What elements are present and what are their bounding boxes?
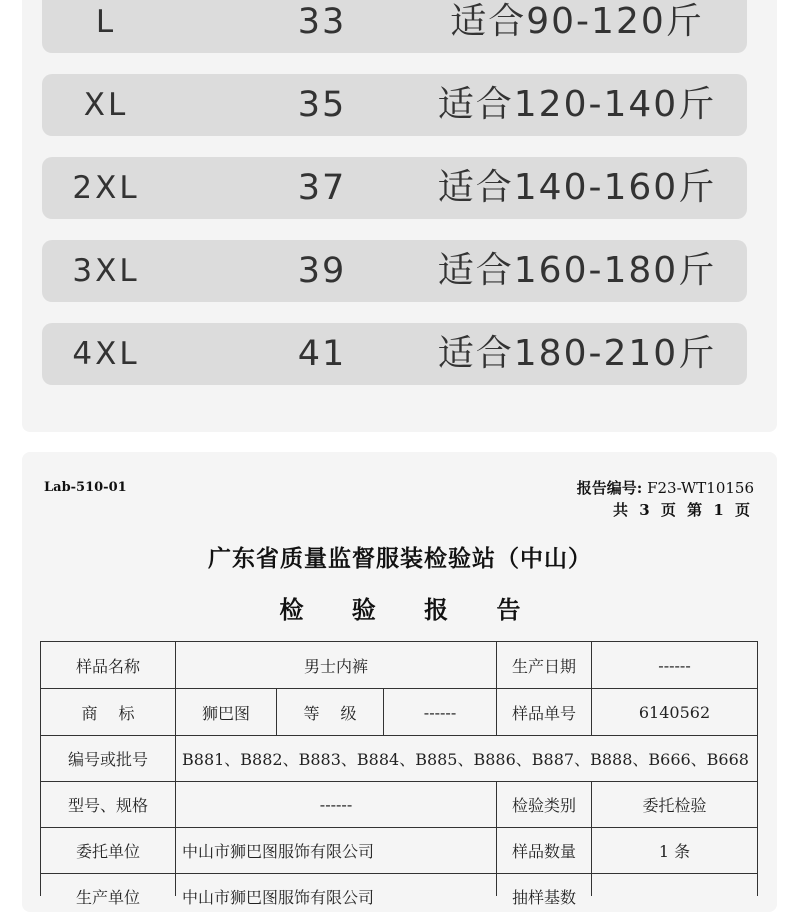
report-number-value: F23-WT10156 — [647, 479, 754, 497]
quantity-value: 1 条 — [658, 842, 691, 861]
waist-value: 37 — [297, 168, 347, 208]
station-title: 广东省质量监督服装检验站（中山） — [208, 546, 592, 572]
waist-value: 33 — [297, 2, 347, 42]
size-row — [42, 0, 747, 53]
weight-range: 适合90-120斤 — [450, 1, 704, 42]
size-row — [42, 74, 747, 136]
inspection-type-label: 检验类别 — [511, 796, 576, 815]
sample-name-value: 男士内裤 — [303, 656, 368, 676]
weight-range: 适合140-160斤 — [437, 167, 717, 208]
size-row — [42, 323, 747, 385]
batch-value: B881、B882、B883、B884、B885、B886、B887、B888、B666、B668 — [182, 750, 749, 769]
size-row — [42, 157, 747, 219]
size-label: 3XL — [72, 253, 140, 289]
batch-label: 编号或批号 — [67, 750, 148, 769]
grade-label: 等 级 — [303, 703, 365, 723]
report-number — [577, 477, 754, 498]
production-date-label: 生产日期 — [511, 656, 576, 676]
waist-value: 39 — [297, 251, 347, 291]
weight-range: 适合160-180斤 — [437, 250, 717, 291]
producer-label: 生产单位 — [75, 888, 140, 907]
brand-value: 狮巴图 — [201, 703, 250, 723]
page-info: 共 3 页 第 1 页 — [613, 501, 750, 519]
size-label: 4XL — [72, 336, 140, 372]
weight-range: 适合120-140斤 — [437, 84, 717, 125]
waist-value: 41 — [297, 334, 347, 374]
size-row — [42, 240, 747, 302]
lab-code: Lab-510-01 — [44, 480, 127, 495]
model-value: ------ — [319, 795, 353, 814]
inspection-type-value: 委托检验 — [642, 796, 707, 815]
waist-value: 35 — [297, 85, 347, 125]
producer-value: 中山市狮巴图服饰有限公司 — [182, 888, 375, 907]
report-title: 检 验 报 告 — [279, 596, 541, 624]
sampling-base-label: 抽样基数 — [511, 888, 576, 907]
production-date-value: ------ — [658, 655, 691, 675]
size-label: L — [95, 4, 117, 40]
sample-no-value: 6140562 — [638, 702, 711, 722]
quantity-label: 样品数量 — [511, 842, 576, 861]
size-label: 2XL — [72, 170, 140, 206]
sample-no-label: 样品单号 — [511, 703, 576, 723]
brand-label: 商 标 — [81, 703, 143, 723]
model-label: 型号、规格 — [67, 796, 148, 815]
weight-range: 适合180-210斤 — [437, 333, 717, 374]
grade-value: ------ — [423, 702, 457, 722]
table-rule — [757, 641, 758, 896]
client-value: 中山市狮巴图服饰有限公司 — [182, 842, 375, 861]
size-label: XL — [83, 87, 129, 123]
sample-name-label: 样品名称 — [75, 656, 140, 676]
report-number-label: 报告编号: — [576, 479, 643, 497]
client-label: 委托单位 — [75, 842, 140, 861]
